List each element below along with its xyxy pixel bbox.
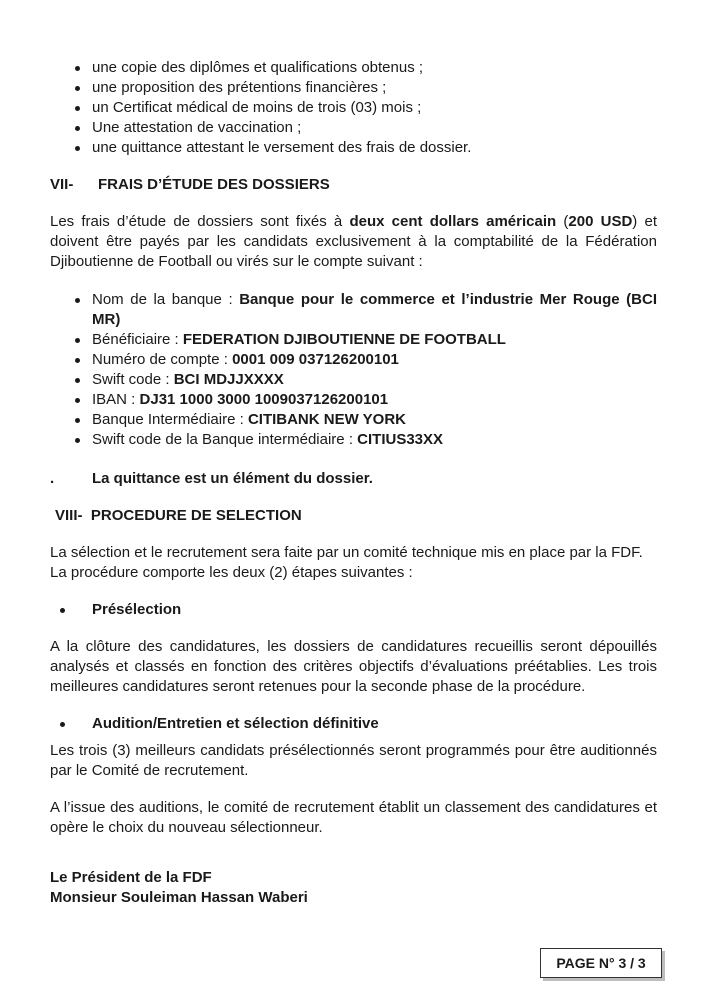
list-item: une proposition des prétentions financières ; (50, 78, 657, 98)
receipt-note: . La quittance est un élément du dossier. (50, 470, 373, 487)
page-number: PAGE N° 3 / 3 (556, 955, 646, 971)
list-item: Numéro de compte : 0001 009 037126200101 (50, 350, 657, 370)
list-item: un Certificat médical de moins de trois (03) mois ; (50, 98, 657, 118)
list-item: Nom de la banque : Banque pour le commerce et l’industrie Mer Rouge (BCI MR) (50, 290, 657, 330)
list-item: Bénéficiaire : FEDERATION DJIBOUTIENNE DE FOOTBALL (50, 330, 657, 350)
bank-details-list (50, 290, 657, 450)
list-item: Une attestation de vaccination ; (50, 118, 657, 138)
page-number-box (540, 948, 662, 978)
bullet-icon (75, 358, 80, 363)
preselection-paragraph: A la clôture des candidatures, les dossiers de candidatures recueillis seront dépouillés analysés et classés en fonction des critères objectifs d’évaluations préétablies. Les trois meilleures candidatures seront retenues pour la seconde phase de la procédure. (50, 638, 657, 695)
signature-title: Le Président de la FDF (50, 869, 212, 886)
list-item: une copie des diplômes et qualifications obtenus ; (50, 58, 657, 78)
bullet-icon (75, 438, 80, 443)
list-item: Swift code de la Banque intermédiaire : CITIUS33XX (50, 430, 657, 450)
bullet-icon (60, 608, 65, 613)
list-item: Banque Intermédiaire : CITIBANK NEW YORK (50, 410, 657, 430)
bullet-icon (60, 722, 65, 727)
bullet-icon (75, 86, 80, 91)
list-item: Swift code : BCI MDJJXXXX (50, 370, 657, 390)
closing-paragraph: A l’issue des auditions, le comité de recrutement établit un classement des candidatures et opère le choix du nouveau sélectionneur. (50, 799, 657, 836)
list-item: une quittance attestant le versement des frais de dossier. (50, 138, 657, 158)
audition-paragraph: Les trois (3) meilleurs candidats présélectionnés seront programmés pour être auditionnés par le Comité de recrutement. (50, 742, 657, 779)
bullet-icon (75, 298, 80, 303)
step-audition-title: Audition/Entretien et sélection définitive (50, 714, 657, 734)
bullet-icon (75, 338, 80, 343)
bullet-icon (75, 378, 80, 383)
required-documents-list (50, 58, 657, 158)
bullet-icon (75, 66, 80, 71)
bullet-icon (75, 398, 80, 403)
bullet-icon (75, 106, 80, 111)
step-preselection-title: Présélection (50, 600, 657, 620)
bullet-icon (75, 146, 80, 151)
selection-intro: La sélection et le recrutement sera faite par un comité technique mis en place par la FDF. La procédure comporte les deux (2) étapes suivantes : (50, 544, 643, 581)
section-heading-vii: VII- FRAIS D’ÉTUDE DES DOSSIERS (50, 176, 330, 193)
list-item: IBAN : DJ31 1000 3000 1009037126200101 (50, 390, 657, 410)
bullet-icon (75, 126, 80, 131)
section-heading-viii: VIII- PROCEDURE DE SELECTION (55, 507, 302, 524)
fees-paragraph: Les frais d’étude de dossiers sont fixés à deux cent dollars américain (200 USD) et doivent être payés par les candidats exclusivement à la comptabilité de la Fédération Djiboutienne de Football ou virés sur le compte suivant : (50, 213, 658, 270)
signature-name: Monsieur Souleiman Hassan Waberi (50, 889, 308, 906)
document-page (50, 58, 657, 908)
bullet-icon (75, 418, 80, 423)
